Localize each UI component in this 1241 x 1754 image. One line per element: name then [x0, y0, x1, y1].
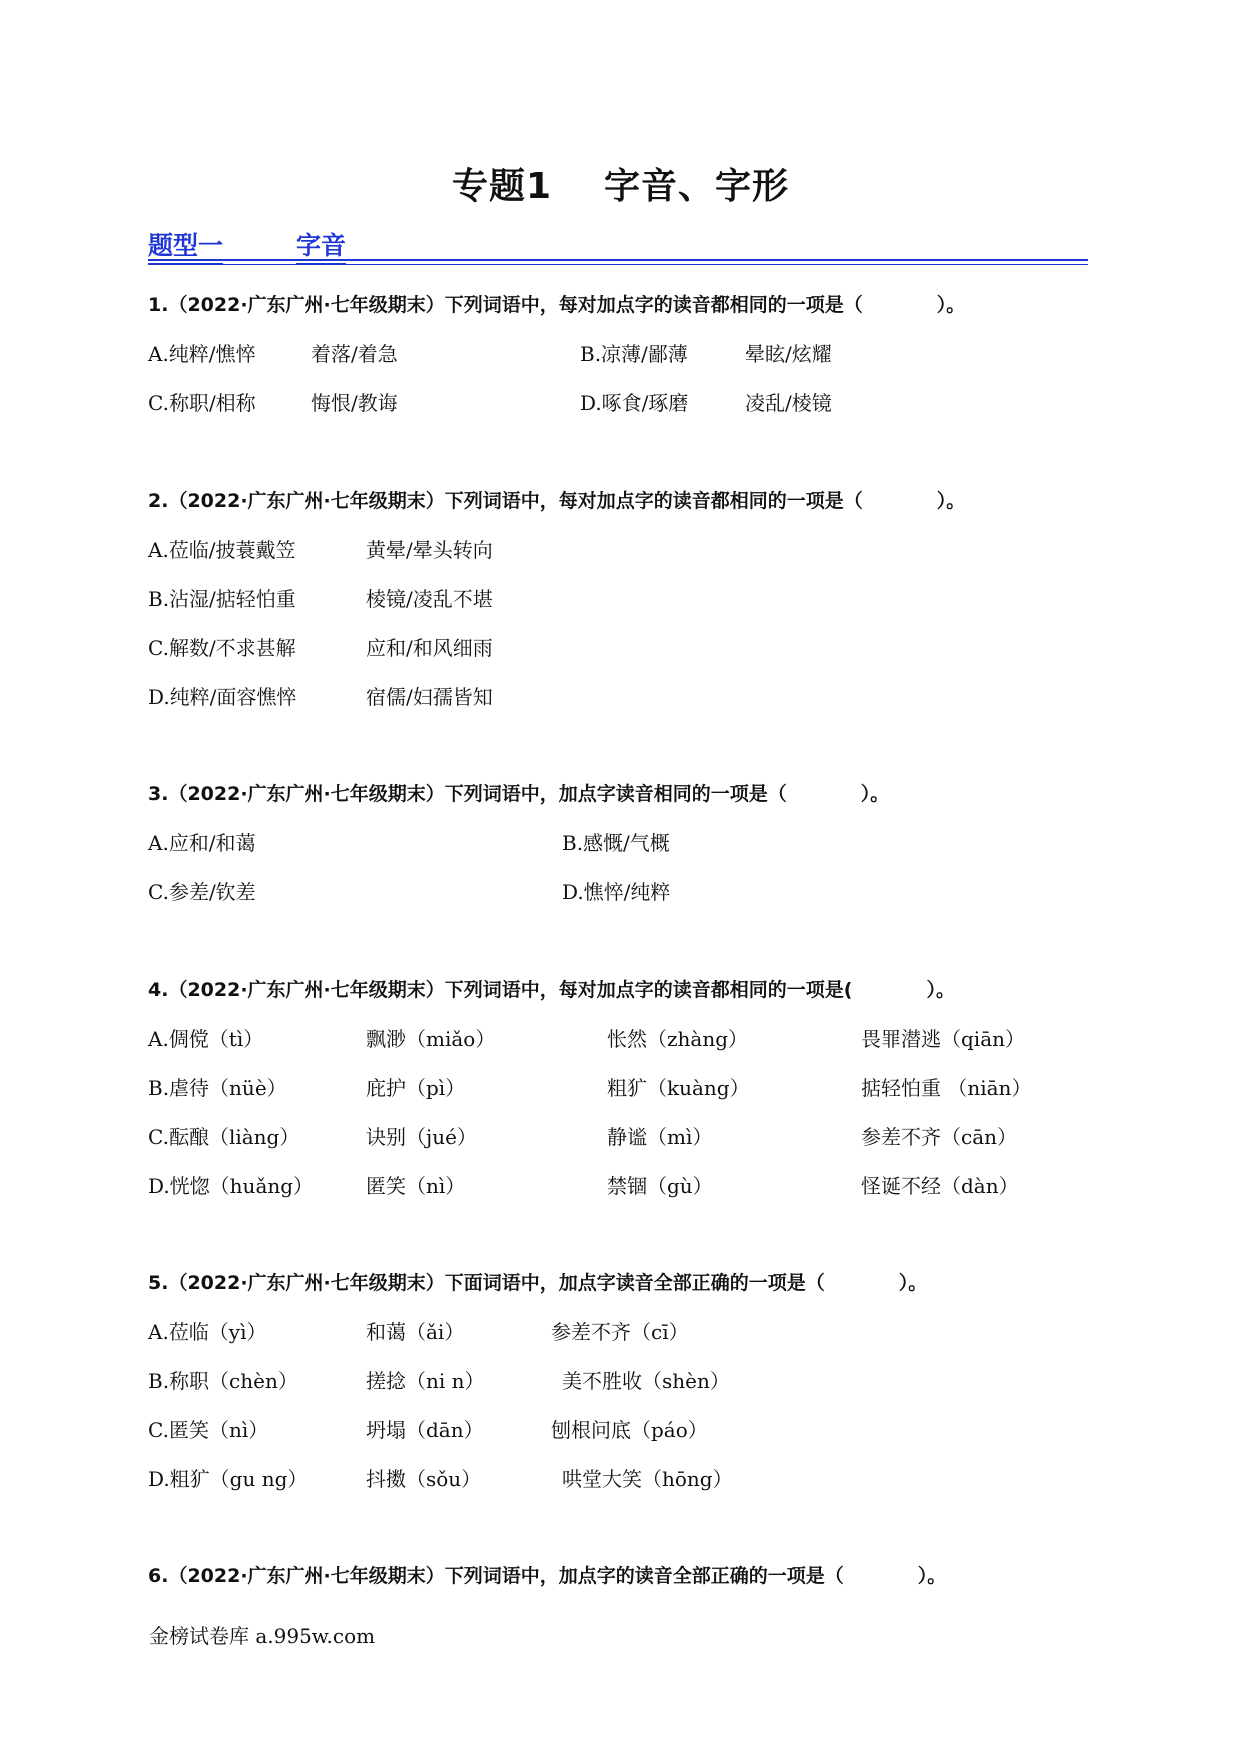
q4-option-b-2: 庇护（pì） — [366, 1076, 466, 1100]
q2-option-c-pair2: 应和/和风细雨 — [366, 636, 493, 660]
q4-option-c-2: 诀别（jué） — [366, 1125, 477, 1149]
q5-option-b-3: 美不胜收（shèn） — [562, 1369, 730, 1393]
q1-option-d: D.啄食/琢磨 — [580, 391, 689, 415]
q2-option-a: A.莅临/披蓑戴笠 — [148, 538, 296, 562]
q2-option-c: C.解数/不求甚解 — [148, 636, 296, 660]
q4-option-a-1: A.倜傥（tì） — [148, 1027, 264, 1051]
q3-option-c: C.参差/钦差 — [148, 880, 256, 904]
q3-option-b: B.感慨/气概 — [562, 831, 670, 855]
q4-option-a-2: 飘渺（miǎo） — [366, 1027, 496, 1051]
q5-option-a-2: 和蔼（ǎi） — [366, 1320, 465, 1344]
section-rule-thin — [148, 264, 1088, 265]
q4-option-c-3: 静谧（mì） — [607, 1125, 713, 1149]
q5-option-c-3: 刨根问底（páo） — [551, 1418, 708, 1442]
q3-option-d: D.憔悴/纯粹 — [562, 880, 671, 904]
q5-option-d-1: D.粗犷（gu ng） — [148, 1467, 308, 1491]
q5-option-a-1: A.莅临（yì） — [148, 1320, 267, 1344]
q5-option-a-3: 参差不齐（cī） — [551, 1320, 689, 1344]
q3-option-a: A.应和/和蔼 — [148, 831, 256, 855]
q4-option-b-1: B.虐待（nüè） — [148, 1076, 287, 1100]
section-rule — [148, 259, 1088, 261]
q1-option-b: B.凉薄/鄙薄 — [580, 342, 688, 366]
q4-option-d-3: 禁锢（gù） — [607, 1174, 713, 1198]
q2-option-b-pair2: 棱镜/凌乱不堪 — [366, 587, 493, 611]
q2-option-d-pair2: 宿儒/妇孺皆知 — [366, 685, 493, 709]
q1-option-a: A.纯粹/憔悴 — [148, 342, 256, 366]
footer-watermark: 金榜试卷库 a.995w.com — [149, 1624, 376, 1648]
q1-option-d-pair2: 凌乱/棱镜 — [745, 391, 832, 415]
question-6-stem: 6.（2022·广东广州·七年级期末）下列词语中，加点字的读音全部正确的一项是（ ）。 — [148, 1565, 947, 1587]
q4-option-b-4: 掂轻怕重 （niān） — [861, 1076, 1032, 1100]
question-4-stem: 4.（2022·广东广州·七年级期末）下列词语中，每对加点字的读音都相同的一项是( ）。 — [148, 979, 955, 1001]
q4-option-c-4: 参差不齐（cān） — [861, 1125, 1018, 1149]
question-2-stem: 2.（2022·广东广州·七年级期末）下列词语中，每对加点字的读音都相同的一项是（ ）。 — [148, 490, 966, 512]
q5-option-d-3: 哄堂大笑（hōng） — [562, 1467, 733, 1491]
page-title: 专题1 字音、字形 — [451, 166, 790, 207]
q5-option-b-1: B.称职（chèn） — [148, 1369, 298, 1393]
q2-option-b: B.沾湿/掂轻怕重 — [148, 587, 296, 611]
section-name: 字音 — [296, 226, 346, 265]
question-3-stem: 3.（2022·广东广州·七年级期末）下列词语中，加点字读音相同的一项是（ ）。 — [148, 783, 890, 805]
q4-option-d-4: 怪诞不经（dàn） — [861, 1174, 1019, 1198]
q5-option-c-1: C.匿笑（nì） — [148, 1418, 269, 1442]
q1-option-c: C.称职/相称 — [148, 391, 256, 415]
section-label: 题型一 — [148, 226, 223, 265]
q4-option-d-1: D.恍惚（huǎng） — [148, 1174, 314, 1198]
q4-option-c-1: C.酝酿（liàng） — [148, 1125, 300, 1149]
q5-option-b-2: 搓捻（ni n） — [366, 1369, 485, 1393]
section-heading — [148, 226, 1088, 262]
q4-option-a-3: 怅然（zhàng） — [607, 1027, 749, 1051]
q4-option-d-2: 匿笑（nì） — [366, 1174, 466, 1198]
q1-option-a-pair2: 着落/着急 — [311, 342, 398, 366]
q2-option-a-pair2: 黄晕/晕头转向 — [366, 538, 493, 562]
q4-option-b-3: 粗犷（kuàng） — [607, 1076, 750, 1100]
q2-option-d: D.纯粹/面容憔悴 — [148, 685, 297, 709]
question-5-stem: 5.（2022·广东广州·七年级期末）下面词语中，加点字读音全部正确的一项是（ ）。 — [148, 1272, 928, 1294]
q5-option-c-2: 坍塌（dān） — [366, 1418, 484, 1442]
q5-option-d-2: 抖擞（sǒu） — [366, 1467, 482, 1491]
q1-option-b-pair2: 晕眩/炫耀 — [745, 342, 832, 366]
q1-option-c-pair2: 悔恨/教诲 — [311, 391, 398, 415]
question-1-stem: 1.（2022·广东广州·七年级期末）下列词语中，每对加点字的读音都相同的一项是（ ）。 — [148, 294, 966, 316]
q4-option-a-4: 畏罪潜逃（qiān） — [861, 1027, 1026, 1051]
